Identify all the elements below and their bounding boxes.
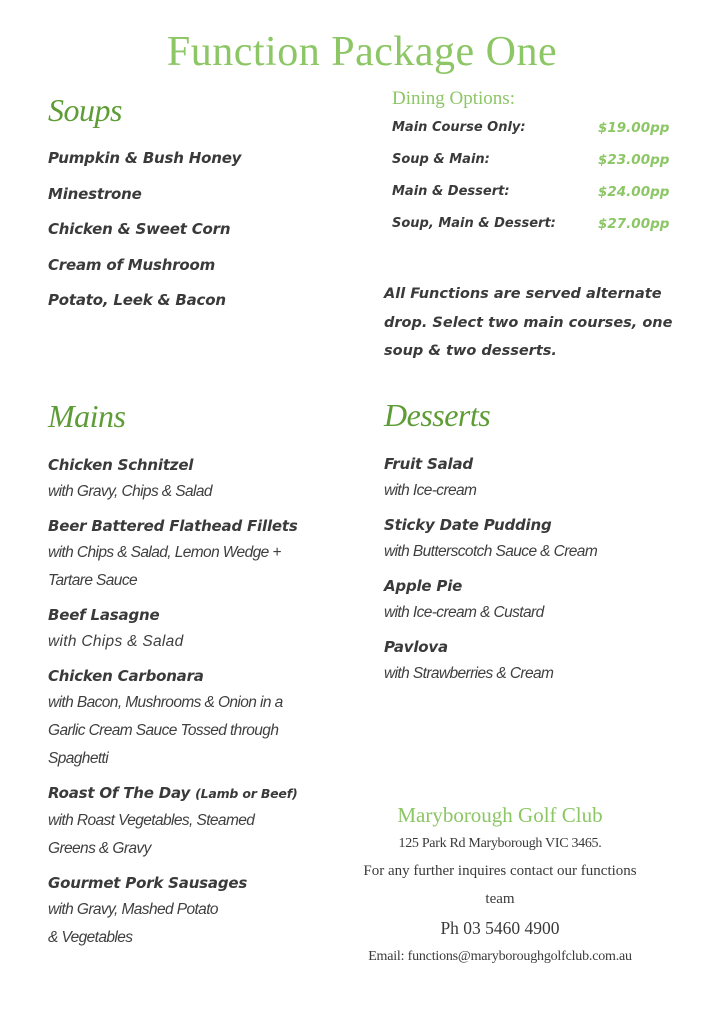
dining-option-price: $27.00pp xyxy=(598,216,670,232)
page-title: Function Package One xyxy=(166,29,558,75)
service-note: All Functions are served alternate drop. Select two main courses, one soup & two desserts. xyxy=(384,286,673,359)
club-contact xyxy=(330,800,670,971)
mains-heading: Mains xyxy=(48,398,126,434)
main-item-name xyxy=(48,780,348,807)
main-item-desc: with Roast Vegetables, Steamed xyxy=(48,812,255,829)
main-item-name: Chicken Carbonara xyxy=(48,667,204,685)
dining-options-heading: Dining Options: xyxy=(392,88,515,109)
dining-option-label: Main & Dessert: xyxy=(392,184,510,199)
dining-option-price: $19.00pp xyxy=(598,120,670,136)
dessert-item xyxy=(384,634,704,688)
main-item xyxy=(48,602,348,656)
dessert-item xyxy=(384,512,704,566)
dessert-item xyxy=(384,573,704,627)
dessert-item-desc: with Butterscotch Sauce & Cream xyxy=(384,543,598,560)
main-item-name: Beef Lasagne xyxy=(48,606,160,624)
main-item xyxy=(48,663,348,773)
soups-list xyxy=(48,146,241,324)
club-email[interactable]: Email: functions@maryboroughgolfclub.com.au xyxy=(368,949,632,964)
main-item-name-text: Roast Of The Day xyxy=(48,784,191,802)
desserts-list xyxy=(384,451,704,695)
mains-list xyxy=(48,452,348,959)
main-item-name-suffix: (Lamb or Beef) xyxy=(195,786,298,801)
main-item-desc: Greens & Gravy xyxy=(48,840,151,857)
soup-item: Chicken & Sweet Corn xyxy=(48,220,231,238)
main-item-desc: with Chips & Salad, Lemon Wedge + xyxy=(48,544,281,561)
dining-options-table xyxy=(392,120,682,248)
soup-item: Minestrone xyxy=(48,184,142,203)
soup-item: Pumpkin & Bush Honey xyxy=(48,149,242,167)
dessert-item xyxy=(384,451,704,505)
dessert-item-name: Apple Pie xyxy=(384,577,463,595)
dessert-item-desc: with Ice-cream & Custard xyxy=(384,604,544,621)
soup-item: Cream of Mushroom xyxy=(48,255,216,274)
dining-option-price: $24.00pp xyxy=(598,184,670,200)
dining-option-label: Soup & Main: xyxy=(392,152,490,167)
desserts-heading: Desserts xyxy=(384,397,491,433)
main-item-desc: with Gravy, Mashed Potato xyxy=(48,901,218,918)
club-name: Maryborough Golf Club xyxy=(397,803,603,827)
dessert-item-desc: with Ice-cream xyxy=(384,482,477,499)
dining-option-row xyxy=(392,184,682,216)
main-item-desc: Spaghetti xyxy=(48,750,109,767)
dessert-item-name: Pavlova xyxy=(384,638,448,656)
club-inquiry-line: team xyxy=(485,891,515,907)
dining-option-row xyxy=(392,216,682,248)
main-item-name: Chicken Schnitzel xyxy=(48,456,194,474)
club-phone: Ph 03 5460 4900 xyxy=(440,918,560,938)
main-item xyxy=(48,780,348,863)
dessert-item-name: Fruit Salad xyxy=(384,455,473,473)
main-item xyxy=(48,452,348,506)
main-item-desc: with Gravy, Chips & Salad xyxy=(48,483,212,500)
dining-option-label: Soup, Main & Dessert: xyxy=(392,216,556,231)
main-item-desc: & Vegetables xyxy=(48,929,133,946)
main-item-desc: Garlic Cream Sauce Tossed through xyxy=(48,722,279,739)
soup-item: Potato, Leek & Bacon xyxy=(48,291,226,309)
main-item-desc: with Bacon, Mushrooms & Onion in a xyxy=(48,694,283,711)
main-item-desc: Tartare Sauce xyxy=(48,572,137,589)
club-inquiry-line: For any further inquires contact our functions xyxy=(363,863,637,879)
main-item xyxy=(48,513,348,595)
dessert-item-name: Sticky Date Pudding xyxy=(384,516,552,534)
dessert-item-desc: with Strawberries & Cream xyxy=(384,665,554,682)
club-address: 125 Park Rd Maryborough VIC 3465. xyxy=(398,836,602,851)
main-item-name: Gourmet Pork Sausages xyxy=(48,874,248,892)
main-item-name: Beer Battered Flathead Fillets xyxy=(48,517,298,535)
dining-option-price: $23.00pp xyxy=(598,152,670,168)
dining-option-row xyxy=(392,120,682,152)
dining-option-row xyxy=(392,152,682,184)
main-item xyxy=(48,870,348,952)
soups-heading: Soups xyxy=(48,92,122,128)
main-item-desc: with Chips & Salad xyxy=(48,633,184,650)
dining-option-label: Main Course Only: xyxy=(392,120,526,135)
